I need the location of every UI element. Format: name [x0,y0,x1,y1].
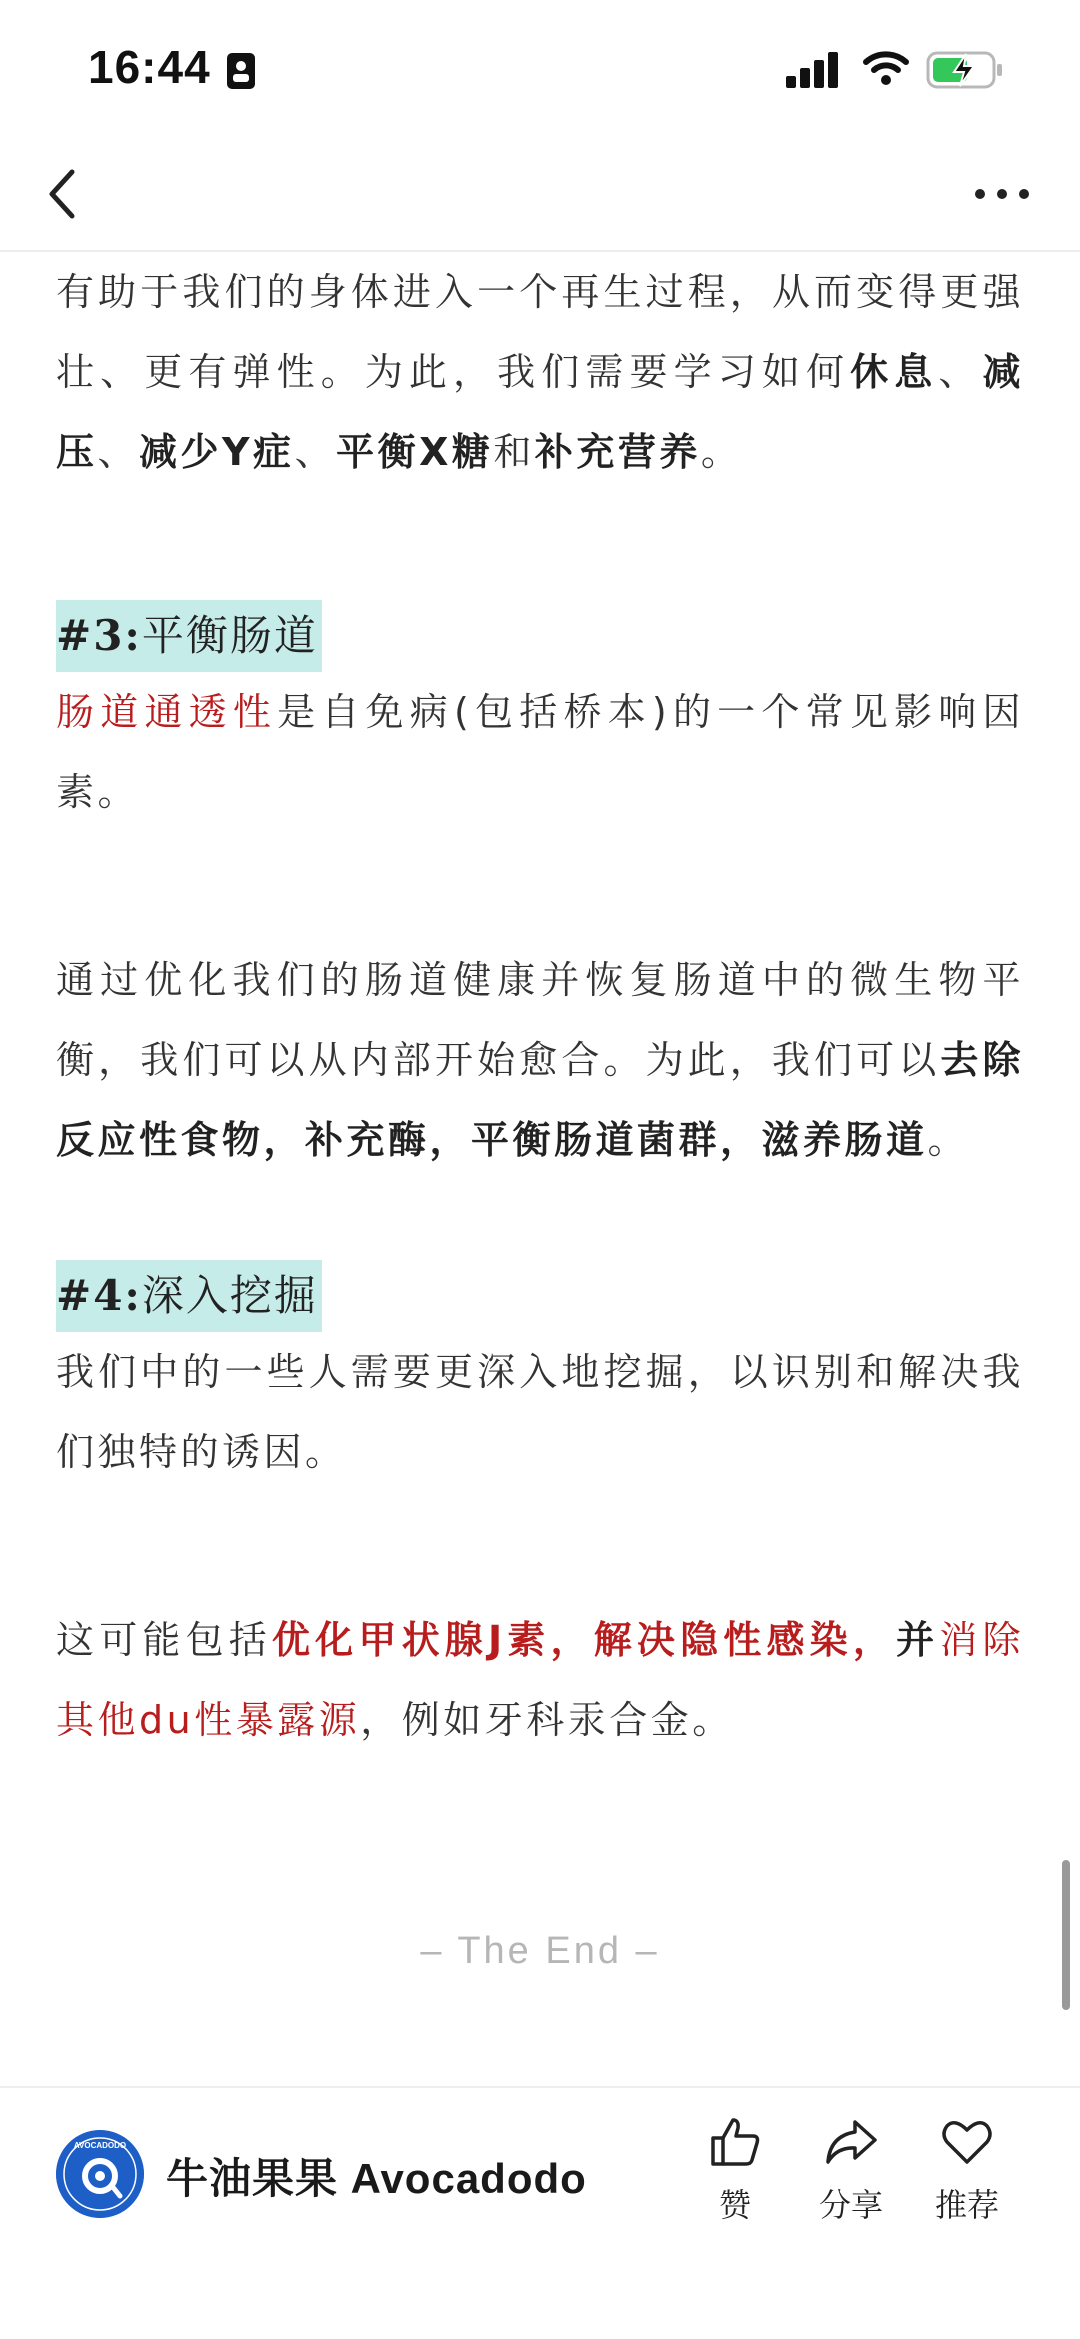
account-name[interactable]: 牛油果果 Avocadodo [166,2155,587,2202]
paragraph-gut-health [56,940,1024,1180]
heading-number: #3: [56,611,142,660]
like-button[interactable] [680,2114,790,2226]
share-button[interactable] [796,2114,906,2226]
text: 。 [700,430,743,474]
avatar[interactable] [56,2130,144,2218]
heart-icon [939,2114,995,2170]
text: 、 [294,430,337,474]
paragraph-triggers [56,1600,1024,1760]
back-icon[interactable] [42,164,82,224]
text: 这可能包括 [56,1618,272,1662]
text: 、 [938,350,983,394]
article-body [56,252,1024,1760]
bold-text: 休息 [850,350,939,394]
text: 。 [927,1118,970,1162]
heading-title: 平衡肠道 [141,611,318,660]
battery-charging-icon [926,50,1004,90]
scrollbar[interactable] [1062,1860,1070,2010]
share-icon [823,2114,879,2170]
bold-text: 补充营养 [534,430,701,474]
more-icon[interactable] [972,184,1032,204]
spacer [56,1180,1024,1260]
spacer [56,492,1024,572]
red-bold-text: 优化甲状腺J素，解决隐性感染， [271,1618,897,1662]
heading-title: 深入挖掘 [141,1271,318,1320]
signal-icon [786,52,842,88]
bold-text: 平衡X糖 [336,430,494,474]
nav-bar [0,140,1080,252]
text: 和 [493,430,535,474]
text: 通过优化我们的肠道健康并恢复肠道中的微生物平衡，我们可以从内部开始愈合。为此，我们可以 [56,958,1024,1082]
bottom-bar [0,2086,1080,2339]
avatar-text: AVOCADODO [73,2141,127,2150]
spacer [56,912,1024,940]
bold-text: 并 [896,1618,940,1662]
paragraph-gut-permeability [56,672,1024,832]
text: 、 [97,430,140,474]
id-card-icon [226,52,256,90]
recommend-label: 推荐 [934,2186,999,2224]
wifi-icon [862,48,910,88]
share-label: 分享 [818,2186,883,2224]
status-bar [0,0,1080,140]
spacer [56,572,1024,600]
text: ，例如牙科汞合金。 [360,1698,734,1742]
status-time: 16:44 [88,41,211,93]
section-heading-3 [56,600,322,672]
section-heading-4 [56,1260,322,1332]
bold-text: 减少Y症 [139,430,295,474]
spacer [56,832,1024,912]
like-label: 赞 [718,2186,751,2224]
spacer [56,1492,1024,1572]
bold-text: 减压 [56,350,1024,474]
recommend-button[interactable] [912,2114,1022,2226]
the-end-label: – The End – [420,1930,660,1972]
red-text: 消除其他du性暴露源 [56,1618,1024,1742]
text: 有助于我们的身体进入一个再生过程，从而变得更强壮、更有弹性。为此，我们需要学习如何 [56,270,1024,394]
bold-text: 去除反应性食物，补充酶，平衡肠道菌群，滋养肠道 [56,1038,1024,1162]
thumbs-up-icon [707,2114,763,2170]
spacer [56,1572,1024,1600]
paragraph-regeneration [56,252,1024,492]
red-text: 肠道通透性 [56,690,278,734]
heading-number: #4: [56,1271,142,1320]
paragraph-dig-deeper: 我们中的一些人需要更深入地挖掘，以识别和解决我们独特的诱因。 [56,1350,1024,1474]
text: 是自免病(包括桥本)的一个常见影响因素。 [56,690,1024,814]
